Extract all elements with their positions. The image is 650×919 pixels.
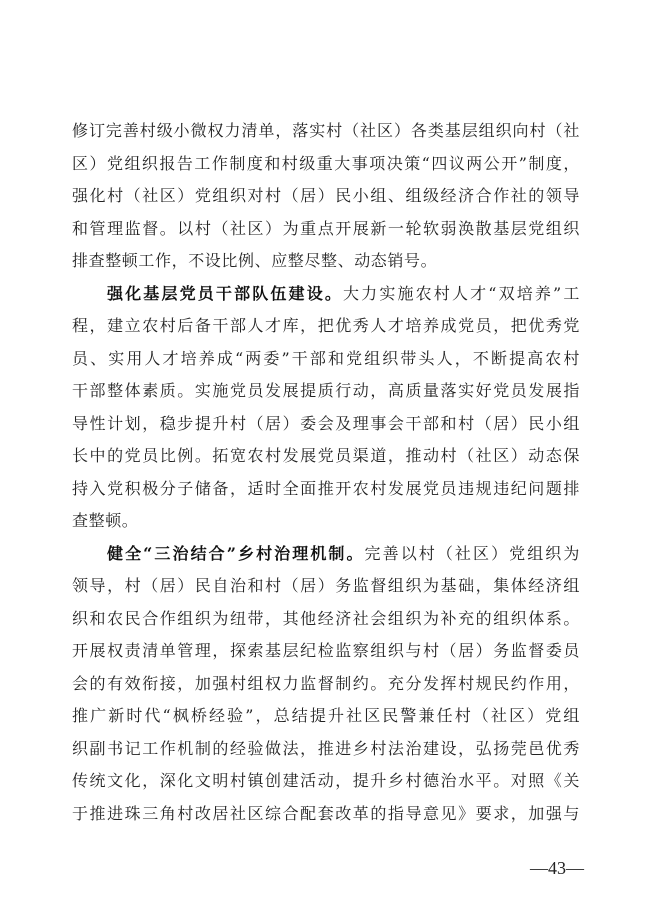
text-line: 和管理监督。以村（社区）为重点开展新一轮软弱涣散基层党组织 — [72, 218, 580, 238]
paragraph-1 — [72, 115, 580, 278]
paragraph-heading: 强化基层党员干部队伍建设。 — [107, 283, 344, 303]
page-number: —43— — [530, 858, 584, 878]
text-span: 大力实施农村人才“双培养”工 — [343, 283, 580, 303]
text-line: 排查整顿工作，不设比例、应整尽整、动态销号。 — [72, 251, 438, 270]
text-line: 于推进珠三角村改居社区综合配套改革的指导意见》要求，加强与 — [72, 803, 580, 823]
text-line: 持入党积极分子储备，适时全面推开农村发展党员违规违纪问题排 — [72, 478, 580, 498]
text-span: 完善以村（社区）党组织为 — [364, 543, 580, 563]
paragraph-2 — [72, 278, 580, 538]
text-line: 领导，村（居）民自治和村（居）务监督组织为基础，集体经济组 — [72, 576, 580, 595]
text-line: 织和农民合作组织为纽带，其他经济社会组织为补充的组织体系。 — [72, 608, 580, 628]
text-line: 导性计划，稳步提升村（居）委会及理事会干部和村（居）民小组 — [72, 413, 580, 433]
text-line: 开展权责清单管理，探索基层纪检监察组织与村（居）务监督委员 — [72, 641, 580, 660]
text-line — [72, 538, 580, 571]
text-line: 会的有效衔接，加强村组权力监督制约。充分发挥村规民约作用， — [72, 673, 580, 693]
text-line: 传统文化，深化文明村镇创建活动，提升乡村德治水平。对照《关 — [72, 771, 580, 790]
text-line: 修订完善村级小微权力清单，落实村（社区）各类基层组织向村（社 — [72, 121, 580, 140]
paragraph-heading: 健全“三治结合”乡村治理机制。 — [107, 543, 365, 563]
text-line — [72, 278, 580, 311]
text-line: 干部整体素质。实施党员发展提质行动，高质量落实好党员发展指 — [72, 381, 580, 400]
text-line: 长中的党员比例。拓宽农村发展党员渠道，推动村（社区）动态保 — [72, 446, 580, 465]
text-line: 推广新时代“枫桥经验”，总结提升社区民警兼任村（社区）党组 — [72, 706, 580, 725]
document-body — [72, 115, 580, 830]
text-line: 程，建立农村后备干部人才库，把优秀人才培养成党员，把优秀党 — [72, 316, 580, 335]
paragraph-3 — [72, 538, 580, 831]
text-line: 强化村（社区）党组织对村（居）民小组、组级经济合作社的领导 — [72, 186, 580, 205]
text-line: 区）党组织报告工作制度和村级重大事项决策“四议两公开”制度， — [72, 153, 580, 173]
text-line: 员、实用人才培养成“两委”干部和党组织带头人，不断提高农村 — [72, 348, 580, 368]
text-line: 查整顿。 — [72, 511, 139, 530]
text-line: 织副书记工作机制的经验做法，推进乡村法治建设，弘扬莞邑优秀 — [72, 738, 580, 758]
